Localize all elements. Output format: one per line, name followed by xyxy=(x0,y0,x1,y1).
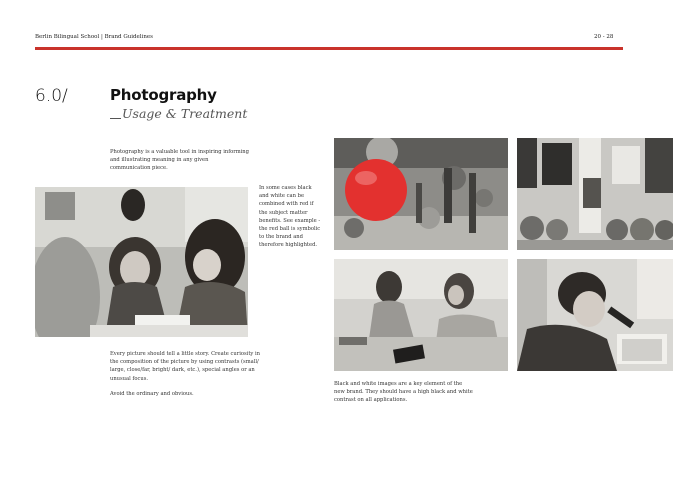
red-usage-paragraph: In some cases black and white can be combined with red if the subject matter benefits. See example - the red ball is symbolic to the brand and therefore highlighted. xyxy=(259,185,321,249)
page-range: 20 - 28 xyxy=(594,34,614,40)
photo-gym-balls xyxy=(517,138,673,250)
subtitle-dash xyxy=(110,118,121,119)
intro-paragraph: Photography is a valuable tool in inspiring informing and illustrating meaning in any given communication piece. xyxy=(110,149,249,172)
photo-microscope xyxy=(517,259,673,371)
photo-girls-reading xyxy=(35,187,248,337)
section-number: 6.0/ xyxy=(35,86,68,106)
section-subtitle-text: Usage & Treatment xyxy=(122,106,248,121)
document-header-title: Berlin Bilingual School | Brand Guidelines xyxy=(35,34,153,40)
story-paragraph: Every picture should tell a little story. Create curiosity in the composition of the picture by using contrasts (small/ large, close/far, bright/ dark, etc.), special angles or an unusual focus. xyxy=(110,351,260,382)
photo-red-ball xyxy=(334,138,508,250)
section-subtitle xyxy=(110,106,247,121)
contrast-paragraph: Black and white images are a key element of the new brand. They should have a high black and white contrast on all applications. xyxy=(334,381,473,404)
photo-tablet xyxy=(334,259,508,371)
header-divider xyxy=(35,47,623,50)
section-title: Photography xyxy=(110,86,217,104)
avoid-paragraph: Avoid the ordinary and obvious. xyxy=(110,391,194,397)
